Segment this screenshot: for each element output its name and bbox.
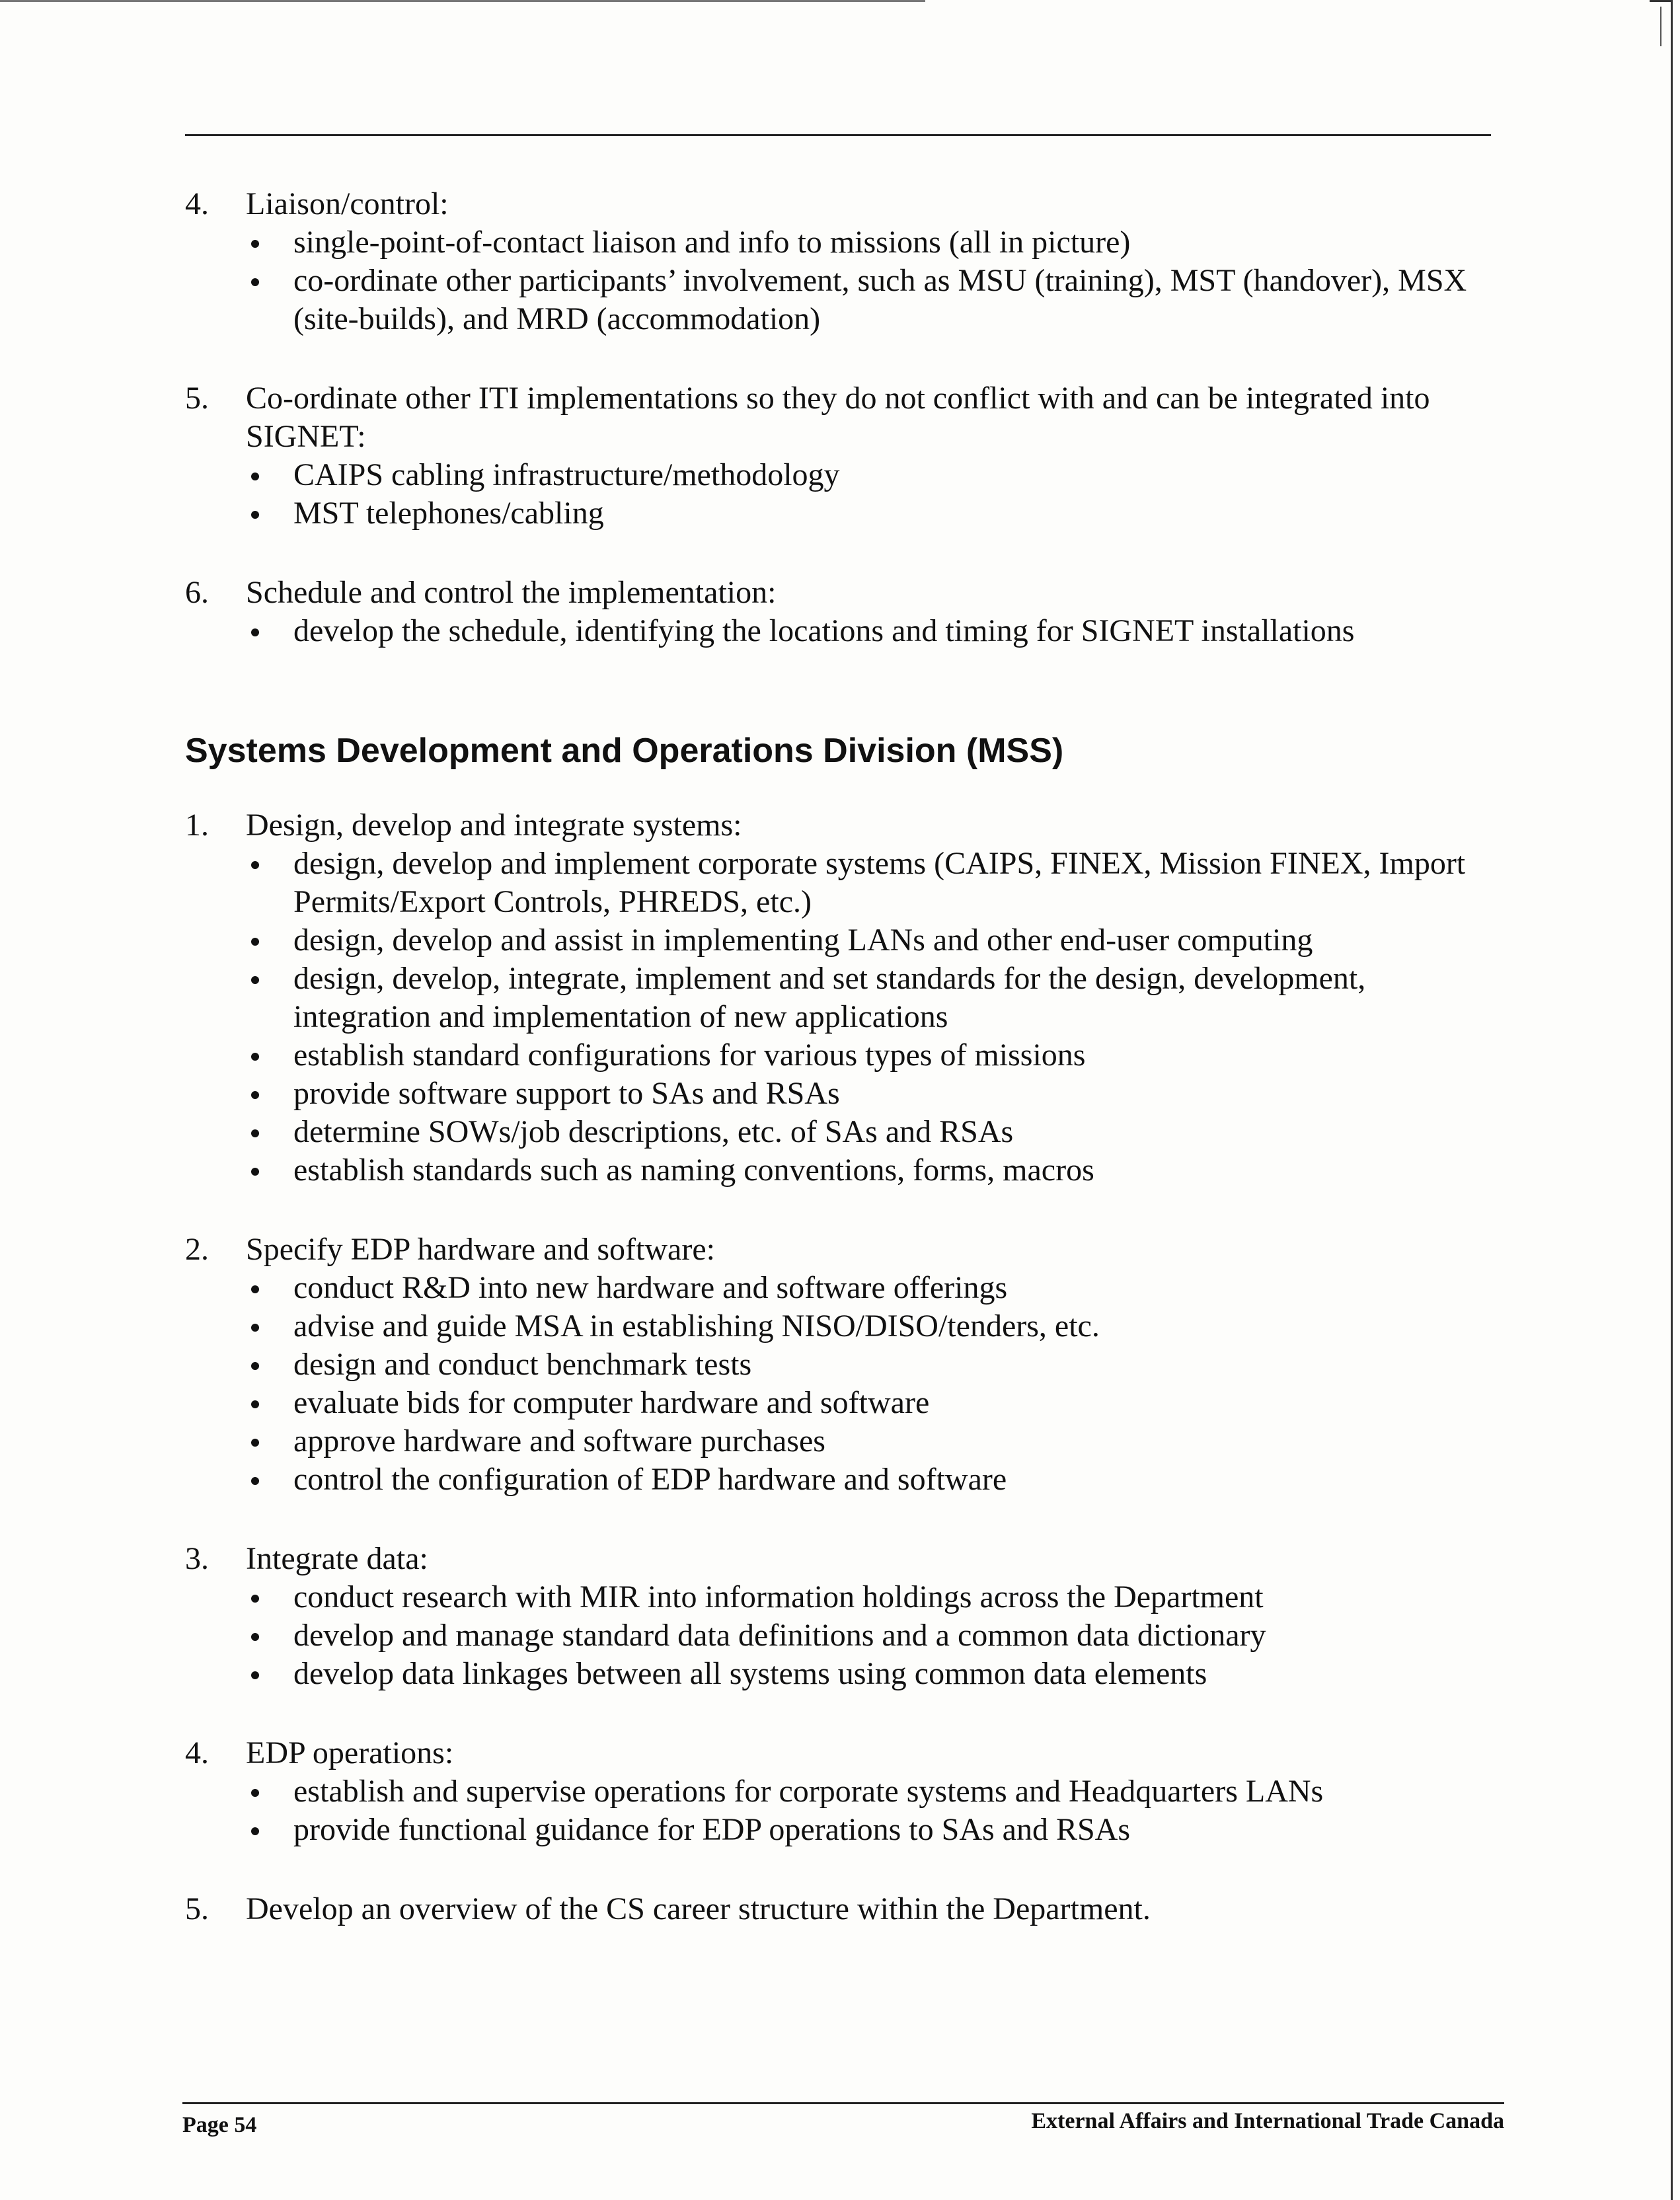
item-heading: Schedule and control the implementation: xyxy=(246,575,777,610)
item-heading: Liaison/control: xyxy=(246,186,449,221)
responsibilities-list-continued xyxy=(185,185,1500,650)
bullet-item: MST telephones/cabling xyxy=(246,494,1500,533)
page-content xyxy=(185,185,1500,1928)
bullet-item: approve hardware and software purchases xyxy=(246,1422,1500,1460)
item-heading: Design, develop and integrate systems: xyxy=(246,808,742,843)
bullet-item: develop and manage standard data definitions and a common data dictionary xyxy=(246,1616,1500,1655)
item-number: 6. xyxy=(185,575,209,610)
item-number: 5. xyxy=(185,1891,209,1926)
bullet-item: provide software support to SAs and RSAs xyxy=(246,1075,1500,1113)
bullet-item: single-point-of-contact liaison and info to missions (all in picture) xyxy=(246,223,1500,262)
item-number: 5. xyxy=(185,381,209,416)
item-number: 4. xyxy=(185,1735,209,1770)
bullet-item: co-ordinate other participants’ involvement, such as MSU (training), MST (handover), MSX (site-builds), and MRD (accommodation) xyxy=(246,262,1500,338)
header-rule xyxy=(185,134,1491,136)
list-gap xyxy=(185,533,1500,574)
scan-edge-corner xyxy=(1650,0,1672,2)
item-number: 2. xyxy=(185,1232,209,1267)
section-title: Systems Development and Operations Division (MSS) xyxy=(185,732,1064,770)
bullet-item: establish standard configurations for various types of missions xyxy=(246,1036,1500,1075)
bullet-list xyxy=(246,1578,1500,1693)
bullet-item: establish and supervise operations for corporate systems and Headquarters LANs xyxy=(246,1772,1500,1811)
bullet-item: design and conduct benchmark tests xyxy=(246,1346,1500,1384)
bullet-item: design, develop, integrate, implement and set standards for the design, development, integration and implementation of new applications xyxy=(246,960,1500,1036)
numbered-item xyxy=(185,185,1500,338)
bullet-item: design, develop and assist in implementing LANs and other end-user computing xyxy=(246,921,1500,960)
item-heading: Co-ordinate other ITI implementations so they do not conflict with and can be integrated into SIGNET: xyxy=(246,381,1430,454)
item-number: 4. xyxy=(185,186,209,221)
numbered-item xyxy=(185,1540,1500,1693)
numbered-item xyxy=(185,1231,1500,1499)
item-number: 1. xyxy=(185,808,209,843)
bullet-item: provide functional guidance for EDP operations to SAs and RSAs xyxy=(246,1811,1500,1849)
bullet-item: design, develop and implement corporate systems (CAIPS, FINEX, Mission FINEX, Import Permits/Export Controls, PHREDS, etc.) xyxy=(246,845,1500,921)
bullet-item: develop data linkages between all systems using common data elements xyxy=(246,1655,1500,1693)
footer-organization: External Affairs and International Trade Canada xyxy=(1031,2109,1504,2133)
bullet-list xyxy=(246,1772,1500,1849)
footer-rule xyxy=(182,2102,1504,2104)
mss-responsibilities-list xyxy=(185,806,1500,1928)
bullet-list xyxy=(246,845,1500,1190)
bullet-item: evaluate bids for computer hardware and software xyxy=(246,1384,1500,1422)
item-heading: Integrate data: xyxy=(246,1541,428,1576)
bullet-item: control the configuration of EDP hardware and software xyxy=(246,1460,1500,1499)
bullet-item: establish standards such as naming conventions, forms, macros xyxy=(246,1151,1500,1190)
item-number: 3. xyxy=(185,1541,209,1576)
item-heading: EDP operations: xyxy=(246,1735,454,1770)
item-heading: Specify EDP hardware and software: xyxy=(246,1232,715,1267)
numbered-item xyxy=(185,806,1500,1190)
list-gap xyxy=(185,338,1500,379)
numbered-item xyxy=(185,1734,1500,1849)
bullet-item: conduct research with MIR into information holdings across the Department xyxy=(246,1578,1500,1616)
bullet-list xyxy=(246,223,1500,338)
item-heading: Develop an overview of the CS career structure within the Department. xyxy=(246,1891,1151,1926)
bullet-item: develop the schedule, identifying the locations and timing for SIGNET installations xyxy=(246,612,1500,650)
bullet-list xyxy=(246,456,1500,533)
list-gap xyxy=(185,1849,1500,1890)
bullet-item: conduct R&D into new hardware and software offerings xyxy=(246,1269,1500,1307)
scan-edge-mark xyxy=(1660,7,1661,46)
page-number: Page 54 xyxy=(182,2113,257,2137)
numbered-item xyxy=(185,574,1500,650)
numbered-item xyxy=(185,379,1500,533)
list-gap xyxy=(185,1499,1500,1540)
numbered-item xyxy=(185,1890,1500,1928)
scan-edge-right xyxy=(1671,0,1673,2200)
list-gap xyxy=(185,1190,1500,1231)
scan-edge-top xyxy=(0,0,925,2)
list-gap xyxy=(185,1693,1500,1734)
bullet-list xyxy=(246,1269,1500,1499)
bullet-item: determine SOWs/job descriptions, etc. of SAs and RSAs xyxy=(246,1113,1500,1151)
bullet-list xyxy=(246,612,1500,650)
bullet-item: CAIPS cabling infrastructure/methodology xyxy=(246,456,1500,494)
bullet-item: advise and guide MSA in establishing NISO/DISO/tenders, etc. xyxy=(246,1307,1500,1346)
